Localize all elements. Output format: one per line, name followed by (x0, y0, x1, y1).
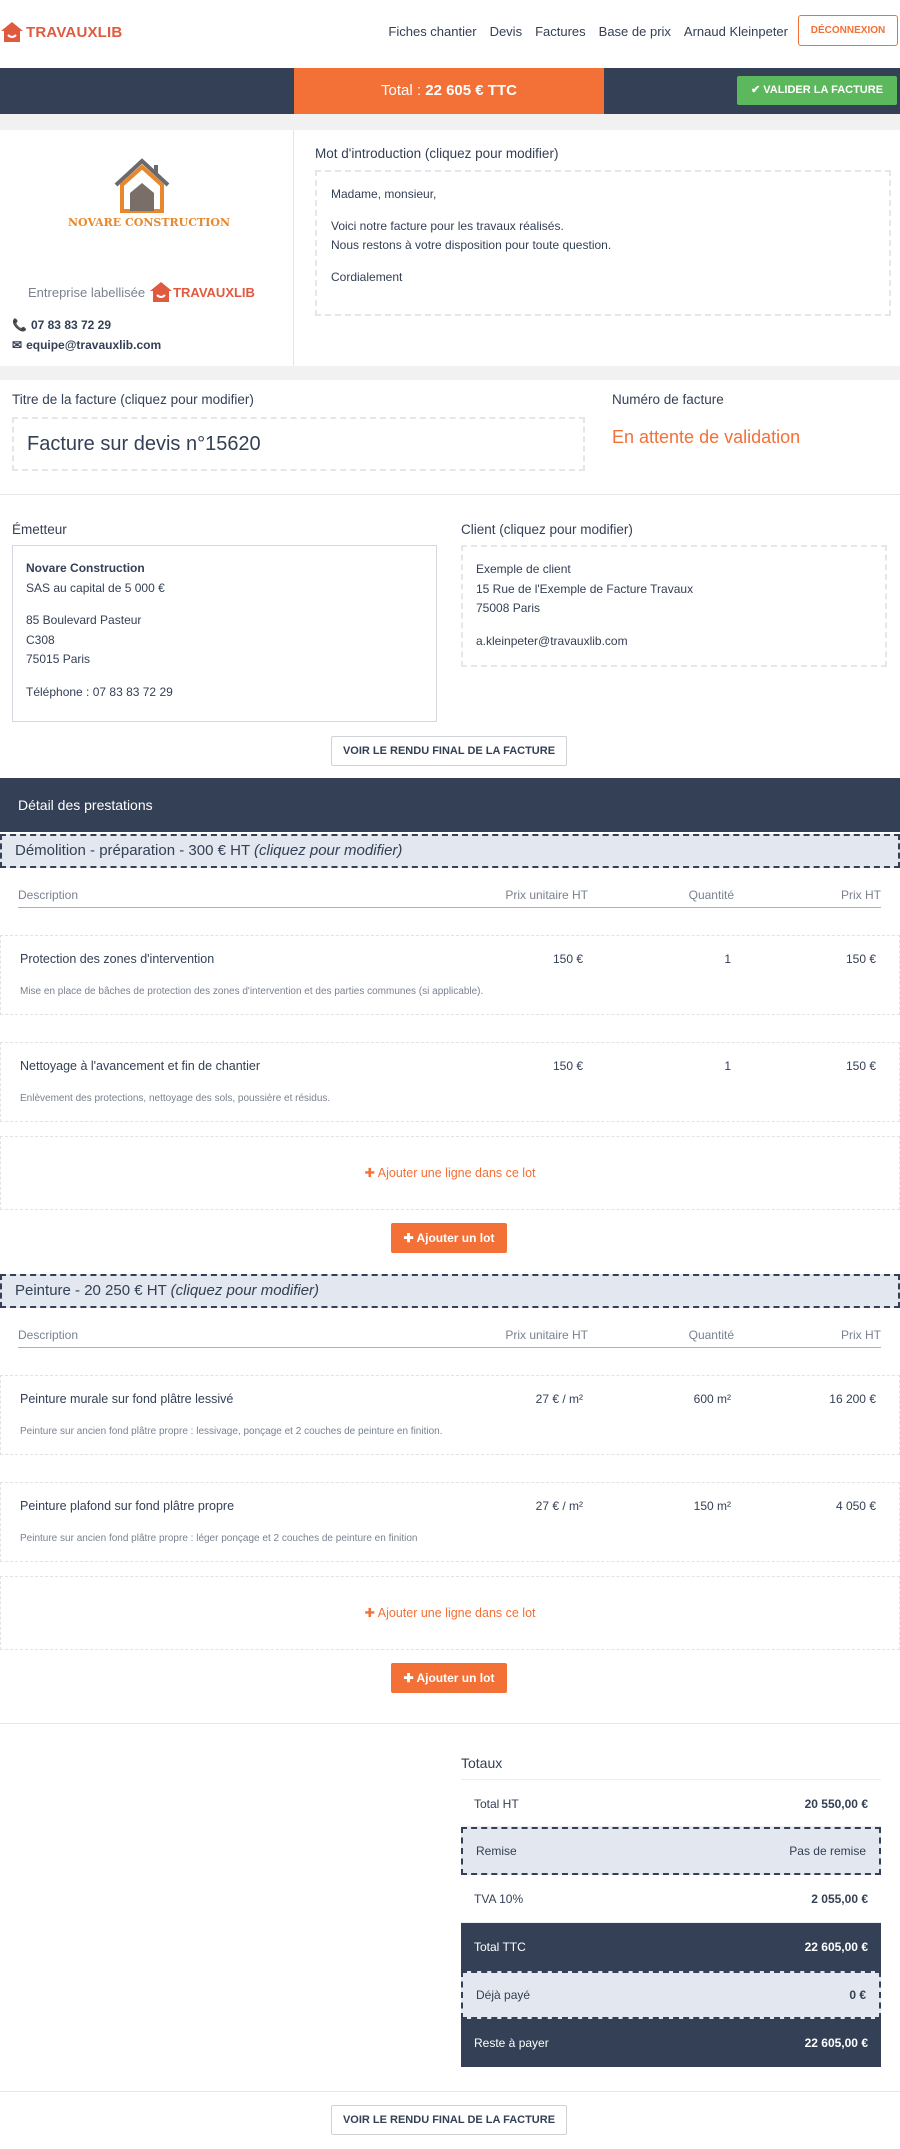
line-price: 150 € (845, 1059, 876, 1073)
intro-line-1: Voici notre facture pour les travaux réalisés. (331, 219, 564, 233)
company-card (0, 130, 294, 366)
col-unit-price: Prix unitaire HT (505, 888, 588, 902)
lot-title: Peinture - 20 250 € HT (15, 1282, 171, 1299)
lot-title: Démolition - préparation - 300 € HT (15, 842, 255, 859)
add-line-label: Ajouter une ligne dans ce lot (377, 1606, 536, 1620)
add-line-label: Ajouter une ligne dans ce lot (377, 1166, 536, 1180)
col-price: Prix HT (841, 888, 881, 902)
check-icon: ✔ (750, 84, 761, 96)
view-final-render-button-bottom[interactable]: VOIR LE RENDU FINAL DE LA FACTURE (331, 2105, 567, 2135)
intro-line-2: Nous restons à votre disposition pour toute question. (331, 238, 612, 252)
line-unit-price: 150 € (552, 952, 583, 966)
company-phone-number: 07 83 83 72 29 (30, 318, 112, 332)
company-email-address: equipe@travauxlib.com (26, 338, 162, 352)
remaining-value: 22 605,00 € (804, 2036, 868, 2050)
invoice-title-section (0, 380, 900, 495)
add-line-button[interactable] (0, 1576, 900, 1650)
emitter-building: C308 (26, 632, 55, 647)
line-item[interactable] (0, 1375, 900, 1455)
total-bar (0, 68, 900, 114)
intro-text-box[interactable] (315, 170, 891, 316)
invoice-number-label: Numéro de facture (612, 392, 724, 407)
house-logo-icon (149, 280, 173, 304)
already-paid-label: Déjà payé (476, 1988, 531, 2002)
col-quantity: Quantité (688, 888, 734, 902)
line-name: Peinture plafond sur fond plâtre propre (20, 1499, 235, 1513)
lot-edit-hint: (cliquez pour modifier) (254, 842, 403, 859)
col-quantity: Quantité (688, 1328, 734, 1342)
line-unit-price: 27 € / m² (535, 1499, 583, 1513)
line-unit-price: 150 € (552, 1059, 583, 1073)
total-ttc-banner (294, 68, 604, 114)
invoice-number-status: En attente de validation (612, 427, 801, 447)
invoice-title-field[interactable]: Facture sur devis n°15620 (12, 417, 585, 471)
divider-strip (0, 114, 900, 130)
validate-invoice-button[interactable] (737, 76, 897, 105)
lot-header-demolition[interactable] (0, 834, 900, 868)
tva-row (461, 1875, 881, 1923)
label-badge (28, 280, 255, 304)
total-ttc-label: Total TTC (474, 1940, 526, 1954)
total-ht-label: Total HT (474, 1797, 519, 1811)
remise-value: Pas de remise (789, 1844, 866, 1858)
line-description: Peinture sur ancien fond plâtre propre : léger ponçage et 2 couches de peinture en finition (20, 1533, 418, 1544)
phone-icon: 📞 (12, 318, 27, 332)
detail-header: Détail des prestations (0, 778, 900, 832)
envelope-icon: ✉ (12, 338, 23, 352)
nav-links (388, 24, 788, 39)
line-name: Peinture murale sur fond plâtre lessivé (20, 1392, 234, 1406)
line-name: Nettoyage à l'avancement et fin de chantier (20, 1059, 261, 1073)
divider (0, 2091, 900, 2092)
client-street: 15 Rue de l'Exemple de Facture Travaux (476, 581, 694, 596)
badge-brand-name: TRAVAUXLIB (173, 284, 255, 300)
line-quantity: 1 (724, 1059, 731, 1073)
invoice-title-label: Titre de la facture (cliquez pour modifier) (12, 392, 254, 407)
remaining-label: Reste à payer (474, 2036, 549, 2050)
tva-label: TVA 10% (474, 1892, 524, 1906)
emitter-city: 75015 Paris (26, 652, 91, 666)
lot-edit-hint: (cliquez pour modifier) (170, 1282, 320, 1299)
line-quantity: 600 m² (693, 1392, 731, 1406)
remise-row[interactable] (461, 1827, 881, 1875)
emitter-name: Novare Construction (26, 561, 145, 575)
line-item[interactable] (0, 935, 900, 1015)
emitter-street: 85 Boulevard Pasteur (26, 613, 142, 627)
top-navbar (0, 0, 900, 68)
travauxlib-badge (149, 280, 255, 304)
column-headers (18, 886, 881, 908)
add-line-button[interactable] (0, 1136, 900, 1210)
totals-title: Totaux (461, 1755, 503, 1771)
line-price: 16 200 € (829, 1392, 876, 1406)
line-price: 150 € (845, 952, 876, 966)
nav-fiches-chantier[interactable]: Fiches chantier (388, 24, 477, 39)
divider-strip (0, 366, 900, 380)
plus-icon: ✚ (364, 1166, 375, 1180)
totals-panel (461, 1755, 881, 2067)
emitter-label: Émetteur (12, 522, 67, 537)
col-description: Description (18, 888, 79, 902)
line-name: Protection des zones d'intervention (20, 952, 215, 966)
client-email: a.kleinpeter@travauxlib.com (476, 633, 628, 648)
plus-icon: ✚ (364, 1606, 375, 1620)
intro-closing: Cordialement (331, 270, 403, 284)
total-ht-value: 20 550,00 € (804, 1797, 868, 1811)
nav-user-name[interactable]: Arnaud Kleinpeter (683, 24, 788, 39)
line-quantity: 150 m² (693, 1499, 731, 1513)
total-ht-row (461, 1779, 881, 1827)
intro-greeting: Madame, monsieur, (331, 187, 437, 201)
total-ttc-value: 22 605,00 € (804, 1940, 868, 1954)
validate-invoice-label: VALIDER LA FACTURE (763, 84, 884, 96)
view-final-render-button[interactable]: VOIR LE RENDU FINAL DE LA FACTURE (331, 736, 567, 766)
client-card[interactable] (461, 545, 887, 667)
col-unit-price: Prix unitaire HT (505, 1328, 588, 1342)
house-logo-icon (0, 20, 24, 44)
remaining-row (461, 2019, 881, 2067)
client-name: Exemple de client (476, 562, 571, 576)
emitter-card (12, 545, 437, 722)
brand-name: TRAVAUXLIB (26, 23, 123, 41)
nav-factures[interactable]: Factures (535, 24, 586, 39)
nav-base-de-prix[interactable]: Base de prix (598, 24, 671, 39)
line-item[interactable] (0, 1482, 900, 1562)
company-email (12, 338, 161, 352)
total-amount: 22 605 € TTC (425, 82, 517, 99)
total-ttc-row (461, 1923, 881, 1971)
lot-header-peinture[interactable] (0, 1274, 900, 1308)
line-description: Peinture sur ancien fond plâtre propre : lessivage, ponçage et 2 couches de peinture en finition. (20, 1426, 443, 1437)
line-price: 4 050 € (835, 1499, 876, 1513)
add-lot-label: Ajouter un lot (416, 1671, 495, 1685)
column-headers (18, 1326, 881, 1348)
logout-button[interactable]: DÉCONNEXION (798, 15, 898, 46)
remise-label: Remise (476, 1844, 517, 1858)
already-paid-row[interactable] (461, 1971, 881, 2019)
add-lot-label: Ajouter un lot (416, 1231, 495, 1245)
company-name: NOVARE CONSTRUCTION (68, 216, 230, 229)
add-lot-button[interactable] (391, 1663, 507, 1693)
emitter-capital: SAS au capital de 5 000 € (26, 580, 165, 595)
nav-devis[interactable]: Devis (489, 24, 523, 39)
line-unit-price: 27 € / m² (535, 1392, 583, 1406)
client-label: Client (cliquez pour modifier) (461, 522, 633, 537)
company-phone (12, 318, 111, 332)
emitter-phone: Téléphone : 07 83 83 72 29 (26, 684, 173, 699)
client-city: 75008 Paris (476, 601, 541, 615)
total-label: Total : (381, 82, 426, 99)
tva-value: 2 055,00 € (811, 1892, 868, 1906)
labellisee-text: Entreprise labellisée (28, 284, 146, 300)
add-lot-button[interactable] (391, 1223, 507, 1253)
line-description: Enlèvement des protections, nettoyage des sols, poussière et résidus. (20, 1093, 331, 1104)
brand-logo[interactable] (0, 20, 122, 44)
intro-label: Mot d'introduction (cliquez pour modifier) (315, 146, 559, 161)
intro-section (315, 146, 895, 284)
plus-icon: ✚ (403, 1671, 414, 1685)
divider (0, 1723, 900, 1724)
already-paid-value: 0 € (849, 1988, 866, 2002)
plus-icon: ✚ (403, 1231, 414, 1245)
line-quantity: 1 (724, 952, 731, 966)
line-description: Mise en place de bâches de protection des zones d'intervention et des parties communes (si applicable). (20, 986, 484, 997)
col-description: Description (18, 1328, 79, 1342)
col-price: Prix HT (841, 1328, 881, 1342)
line-item[interactable] (0, 1042, 900, 1122)
